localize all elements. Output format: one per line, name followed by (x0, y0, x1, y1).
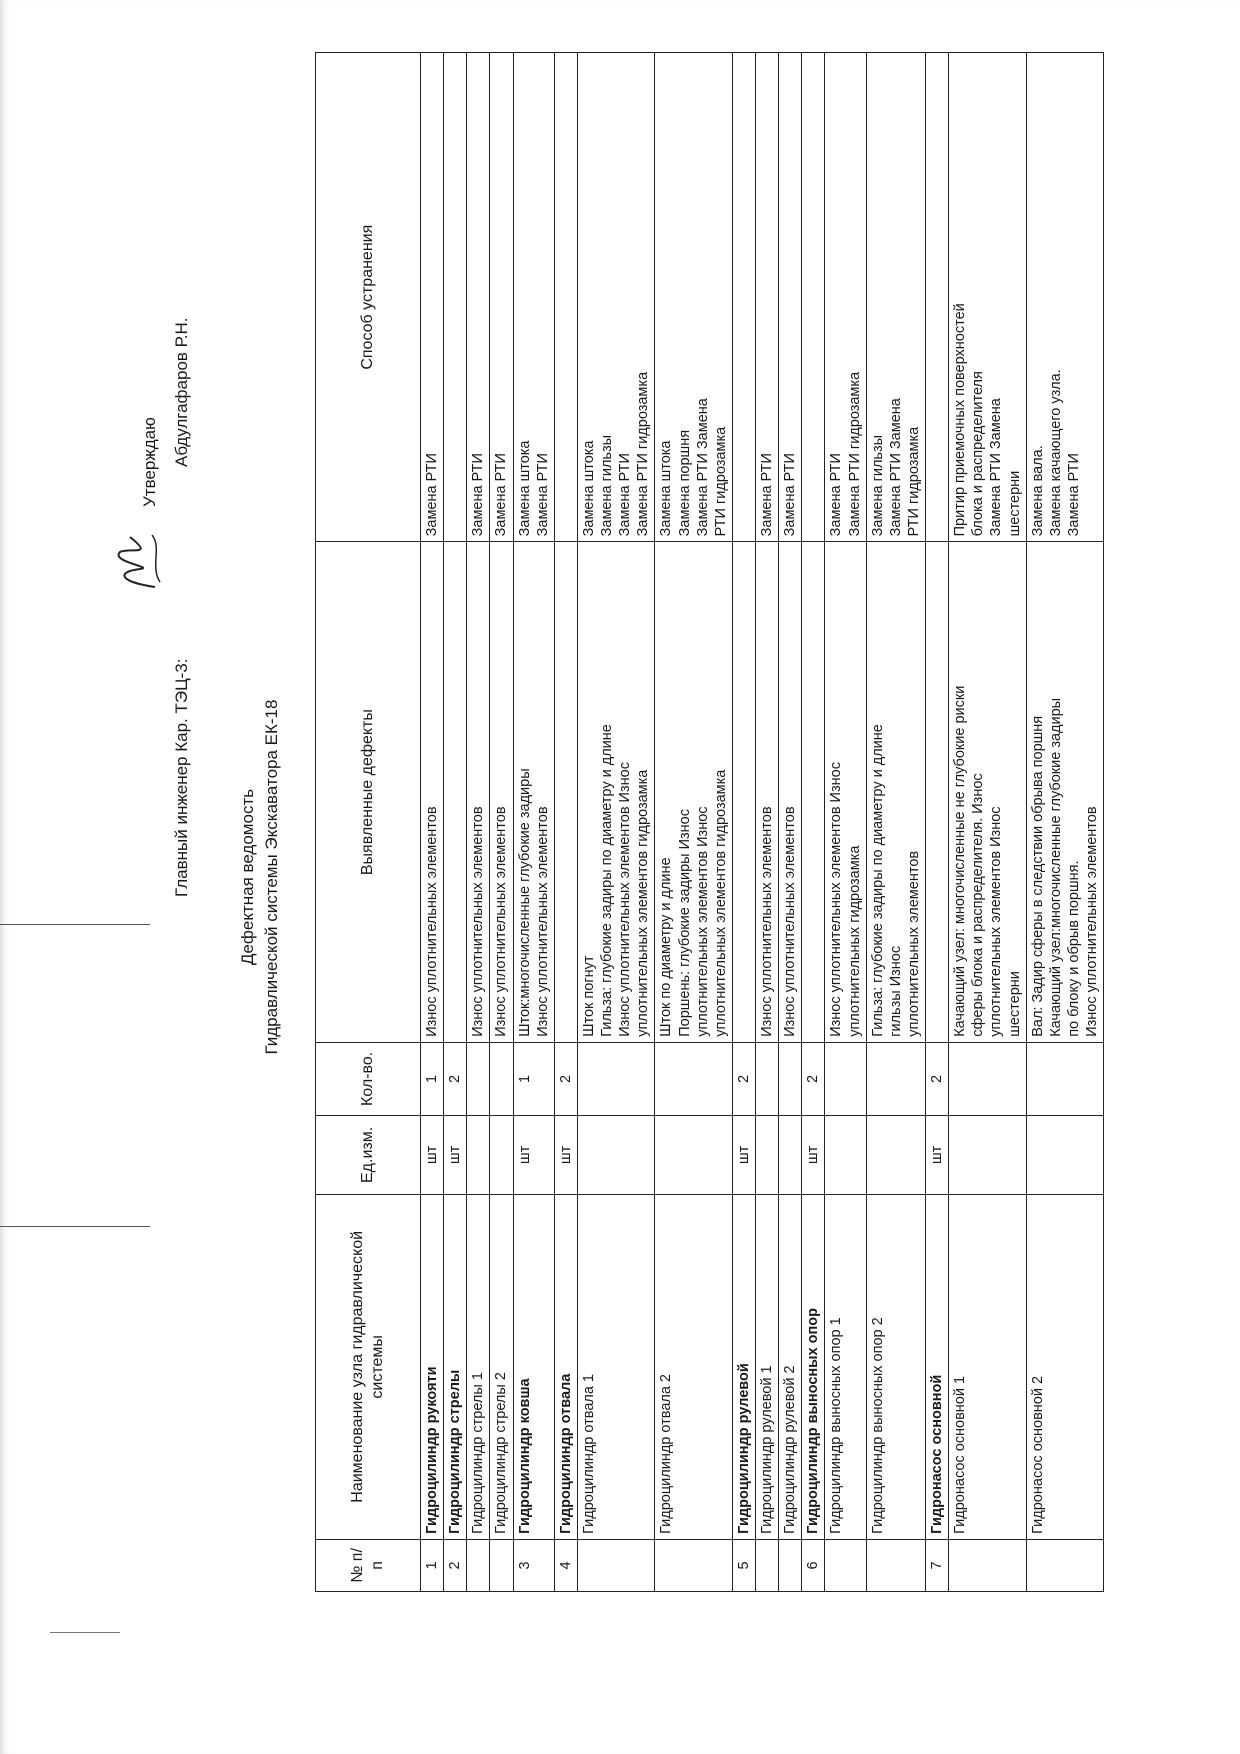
defects-cell: Качающий узел: многочисленные не глубокие риски сферы блока и распределителя. Износ уплотнительных элементов Износ шестерни (949, 542, 1027, 1042)
remedy-cell: Притир приемочных поверхностей блока и распределителя Замена РТИ Замена шестерни (949, 53, 1027, 542)
quantity-cell (490, 1042, 513, 1115)
row-number (1026, 1539, 1104, 1591)
approved-label: Утверждаю (140, 417, 159, 507)
row-number (949, 1539, 1027, 1591)
table-row (467, 53, 490, 1592)
unit-cell (467, 1116, 490, 1195)
table-row (779, 53, 802, 1592)
defects-cell (926, 542, 949, 1042)
remedy-cell (732, 53, 755, 542)
component-name: Гидроцилиндр выносных опор 1 (825, 1194, 866, 1539)
component-name: Гидроцилиндр рукояти (421, 1194, 444, 1539)
quantity-cell: 2 (732, 1042, 755, 1115)
remedy-cell (554, 53, 577, 542)
table-row (732, 53, 755, 1592)
component-name: Гидроцилиндр отвала (554, 1194, 577, 1539)
document-title: Дефектная ведомость (238, 788, 257, 966)
quantity-cell: 2 (444, 1042, 467, 1115)
row-number (866, 1539, 925, 1591)
unit-cell: шт (926, 1116, 949, 1195)
defect-table (315, 52, 1104, 1592)
unit-cell (756, 1116, 779, 1195)
table-row (444, 53, 467, 1592)
table-row (802, 53, 825, 1592)
component-name: Гидроцилиндр выносных опор 2 (866, 1194, 925, 1539)
component-name: Гидроцилиндр рулевой 1 (756, 1194, 779, 1539)
row-number (825, 1539, 866, 1591)
remedy-cell: Замена гильзы Замена РТИ Замена РТИ гидрозамка (866, 53, 925, 542)
quantity-cell: 2 (926, 1042, 949, 1115)
quantity-cell (655, 1042, 733, 1115)
defects-cell: Износ уплотнительных элементов (467, 542, 490, 1042)
remedy-cell (802, 53, 825, 542)
unit-cell: шт (554, 1116, 577, 1195)
row-number (779, 1539, 802, 1591)
unit-cell (655, 1116, 733, 1195)
component-name: Гидронасос основной 2 (1026, 1194, 1104, 1539)
approver-name: Абдулгафаров Р.Н. (172, 317, 191, 467)
unit-cell (825, 1116, 866, 1195)
remedy-cell: Замена РТИ Замена РТИ гидрозамка (825, 53, 866, 542)
remedy-cell: Замена штока Замена гильзы Замена РТИ Замена РТИ гидрозамка (577, 53, 655, 542)
remedy-cell (926, 53, 949, 542)
quantity-cell: 2 (554, 1042, 577, 1115)
defects-cell: Гильза: глубокие задиры по диаметру и длине гильзы Износ уплотнительных элементов (866, 542, 925, 1042)
defects-cell: Шток по диаметру и длине Поршень: глубокие задиры Износ уплотнительных элементов Износ уплотнительных элементов гидрозамка (655, 542, 733, 1042)
remedy-cell: Замена РТИ (467, 53, 490, 542)
remedy-cell: Замена РТИ (756, 53, 779, 542)
quantity-cell (577, 1042, 655, 1115)
component-name: Гидроцилиндр рулевой (732, 1194, 755, 1539)
row-number: 5 (732, 1539, 755, 1591)
defects-cell: Износ уплотнительных элементов (756, 542, 779, 1042)
table-row (866, 53, 925, 1592)
quantity-cell: 1 (421, 1042, 444, 1115)
remedy-cell: Замена РТИ (421, 53, 444, 542)
defects-cell (554, 542, 577, 1042)
component-name: Гидроцилиндр отвала 2 (655, 1194, 733, 1539)
component-name: Гидроцилиндр стрелы 2 (490, 1194, 513, 1539)
table-row (490, 53, 513, 1592)
component-name: Гидроцилиндр ковша (513, 1194, 554, 1539)
quantity-cell: 2 (802, 1042, 825, 1115)
row-number (577, 1539, 655, 1591)
row-number (655, 1539, 733, 1591)
component-name: Гидроцилиндр выносных опор (802, 1194, 825, 1539)
unit-cell (779, 1116, 802, 1195)
chief-engineer-title: Главный инженер Кар. ТЭЦ-3: (172, 658, 191, 897)
row-number: 4 (554, 1539, 577, 1591)
quantity-cell (756, 1042, 779, 1115)
unit-cell (1026, 1116, 1104, 1195)
defects-cell (732, 542, 755, 1042)
defects-cell: Износ уплотнительных элементов Износ уплотнительных гидрозамка (825, 542, 866, 1042)
defects-cell: Шток:многочисленные глубокие задиры Износ уплотнительных элементов (513, 542, 554, 1042)
component-name: Гидронасос основной (926, 1194, 949, 1539)
header-remedy: Способ устранения (316, 53, 421, 542)
table-row (926, 53, 949, 1592)
unit-cell (866, 1116, 925, 1195)
rotated-document (60, 77, 1180, 1677)
unit-cell: шт (421, 1116, 444, 1195)
row-number: 2 (444, 1539, 467, 1591)
row-number (490, 1539, 513, 1591)
unit-cell (490, 1116, 513, 1195)
row-number: 3 (513, 1539, 554, 1591)
table-row (1026, 53, 1104, 1592)
component-name: Гидроцилиндр отвала 1 (577, 1194, 655, 1539)
quantity-cell (866, 1042, 925, 1115)
defects-cell (444, 542, 467, 1042)
table-header-row (316, 53, 421, 1592)
component-name: Гидронасос основной 1 (949, 1194, 1027, 1539)
unit-cell: шт (732, 1116, 755, 1195)
table-row (513, 53, 554, 1592)
defects-cell: Износ уплотнительных элементов (421, 542, 444, 1042)
header-name: Наименование узла гидравлической системы (316, 1194, 421, 1539)
row-number: 1 (421, 1539, 444, 1591)
component-name: Гидроцилиндр рулевой 2 (779, 1194, 802, 1539)
quantity-cell (467, 1042, 490, 1115)
quantity-cell (779, 1042, 802, 1115)
unit-cell: шт (444, 1116, 467, 1195)
document-subtitle: Гидравлической системы Экскаватора ЕК-18 (262, 699, 281, 1055)
table-row (655, 53, 733, 1592)
unit-cell (949, 1116, 1027, 1195)
quantity-cell (825, 1042, 866, 1115)
component-name: Гидроцилиндр стрелы 1 (467, 1194, 490, 1539)
component-name: Гидроцилиндр стрелы (444, 1194, 467, 1539)
table-row (825, 53, 866, 1592)
table-row (421, 53, 444, 1592)
row-number: 6 (802, 1539, 825, 1591)
header-qty: Кол-во. (316, 1042, 421, 1115)
row-number: 7 (926, 1539, 949, 1591)
remedy-cell: Замена РТИ (779, 53, 802, 542)
remedy-cell: Замена РТИ (490, 53, 513, 542)
table-row (756, 53, 779, 1592)
header-num: № п/п (316, 1539, 421, 1591)
quantity-cell: 1 (513, 1042, 554, 1115)
title-block (238, 77, 286, 1677)
unit-cell (577, 1116, 655, 1195)
header-defects: Выявленные дефекты (316, 542, 421, 1042)
approver-line (172, 317, 198, 467)
defects-cell: Износ уплотнительных элементов (490, 542, 513, 1042)
table-row (949, 53, 1027, 1592)
remedy-cell: Замена вала. Замена качающего узла. Замена РТИ (1026, 53, 1104, 542)
row-number (756, 1539, 779, 1591)
defects-cell: Шток погнут Гильза: глубокие задиры по диаметру и длине Износ уплотнительных элементов Износ уплотнительных элементов гидрозамка (577, 542, 655, 1042)
quantity-cell (949, 1042, 1027, 1115)
remedy-cell: Замена штока Замена РТИ (513, 53, 554, 542)
header-unit: Ед.изм. (316, 1116, 421, 1195)
defects-cell (802, 542, 825, 1042)
remedy-cell (444, 53, 467, 542)
defects-cell: Износ уплотнительных элементов (779, 542, 802, 1042)
approval-signature (100, 527, 170, 597)
remedy-cell: Замена штока Замена поршня Замена РТИ Замена РТИ гидрозамка (655, 53, 733, 542)
chief-engineer-line (172, 659, 198, 898)
quantity-cell (1026, 1042, 1104, 1115)
table-row (554, 53, 577, 1592)
unit-cell: шт (802, 1116, 825, 1195)
unit-cell: шт (513, 1116, 554, 1195)
table-row (577, 53, 655, 1592)
row-number (467, 1539, 490, 1591)
defects-cell: Вал: Задир сферы в следствии обрыва поршня Качающий узел:многочисленные глубокие задиры по блоку и обрыв поршня. Износ уплотнительных элементов (1026, 542, 1104, 1042)
